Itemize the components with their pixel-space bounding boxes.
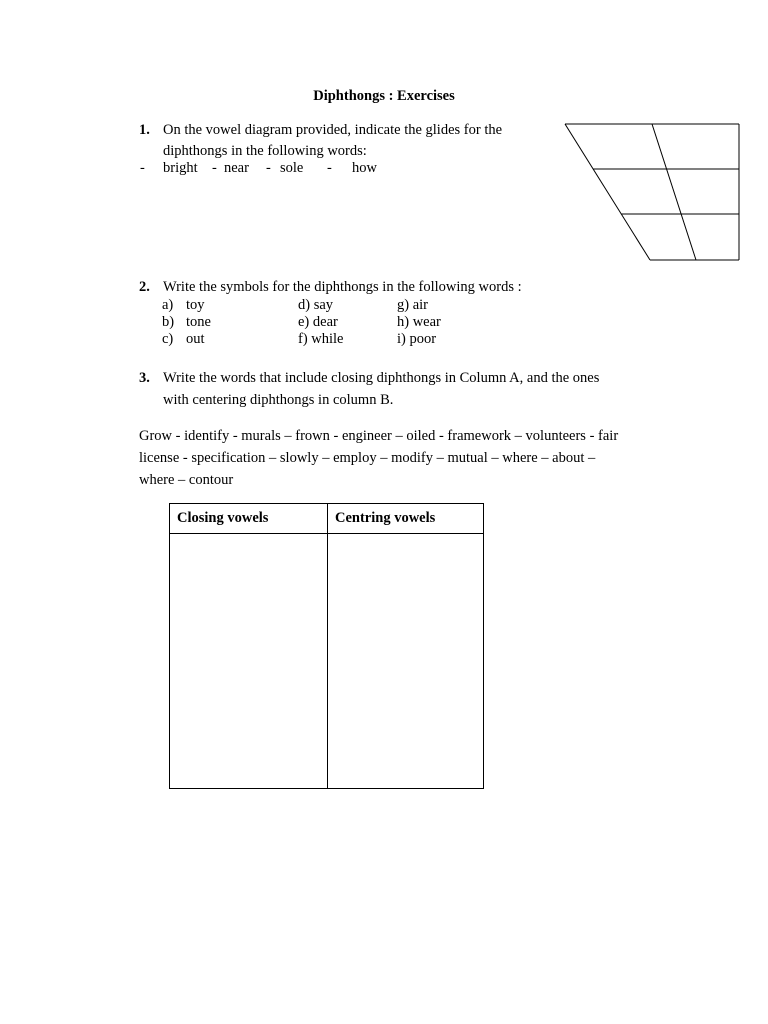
- question-1-text-line1: On the vowel diagram provided, indicate the glides for the: [163, 122, 503, 138]
- diagram-left-edge: [565, 124, 650, 260]
- question-1-separator: -: [327, 160, 332, 176]
- question-2-item-label: b): [162, 314, 175, 330]
- vowel-diagram: [560, 120, 744, 266]
- page-title: Diphthongs : Exercises: [313, 88, 455, 104]
- answer-table-body-row: [170, 534, 484, 789]
- diagram-center-line: [652, 124, 696, 260]
- question-2-item-label: c): [162, 331, 174, 347]
- question-3-text-line1: Write the words that include closing diphthongs in Column A, and the ones: [163, 370, 600, 386]
- question-2-item: h) wear: [397, 314, 441, 330]
- question-1-number: 1.: [139, 122, 150, 138]
- question-2-number: 2.: [139, 279, 150, 295]
- question-1-word: how: [352, 160, 377, 176]
- word-list-line3: where – contour: [139, 472, 234, 488]
- answer-table-header-row: [170, 504, 484, 534]
- question-1-word: sole: [280, 160, 304, 176]
- question-2-text: Write the symbols for the diphthongs in the following words :: [163, 279, 522, 295]
- question-2-item-word: out: [186, 331, 205, 347]
- question-2-item: d) say: [298, 297, 334, 313]
- word-list-line1: Grow - identify - murals – frown - engineer – oiled - framework – volunteers - fair: [139, 428, 619, 444]
- question-1-separator: -: [212, 160, 217, 176]
- question-1-word: bright: [163, 160, 198, 176]
- answer-table: [169, 503, 484, 789]
- centring-vowels-header: Centring vowels: [328, 504, 484, 534]
- question-2-item: i) poor: [397, 331, 437, 347]
- question-2-item: g) air: [397, 297, 428, 313]
- question-2-item: e) dear: [298, 314, 338, 330]
- question-3-text-line2: with centering diphthongs in column B.: [163, 392, 394, 408]
- closing-vowels-cell[interactable]: [170, 534, 328, 789]
- question-2-item: f) while: [298, 331, 344, 347]
- question-1-separator: -: [266, 160, 271, 176]
- question-2-item-word: tone: [186, 314, 211, 330]
- word-list-line2: license - specification – slowly – employ – modify – mutual – where – about –: [139, 450, 596, 466]
- question-1-text-line2: diphthongs in the following words:: [163, 143, 367, 159]
- centring-vowels-cell[interactable]: [328, 534, 484, 789]
- question-1-dash: -: [140, 160, 145, 176]
- question-1-word: near: [224, 160, 249, 176]
- question-3-number: 3.: [139, 370, 150, 386]
- question-2-item-word: toy: [186, 297, 205, 313]
- closing-vowels-header: Closing vowels: [170, 504, 328, 534]
- question-2-item-label: a): [162, 297, 174, 313]
